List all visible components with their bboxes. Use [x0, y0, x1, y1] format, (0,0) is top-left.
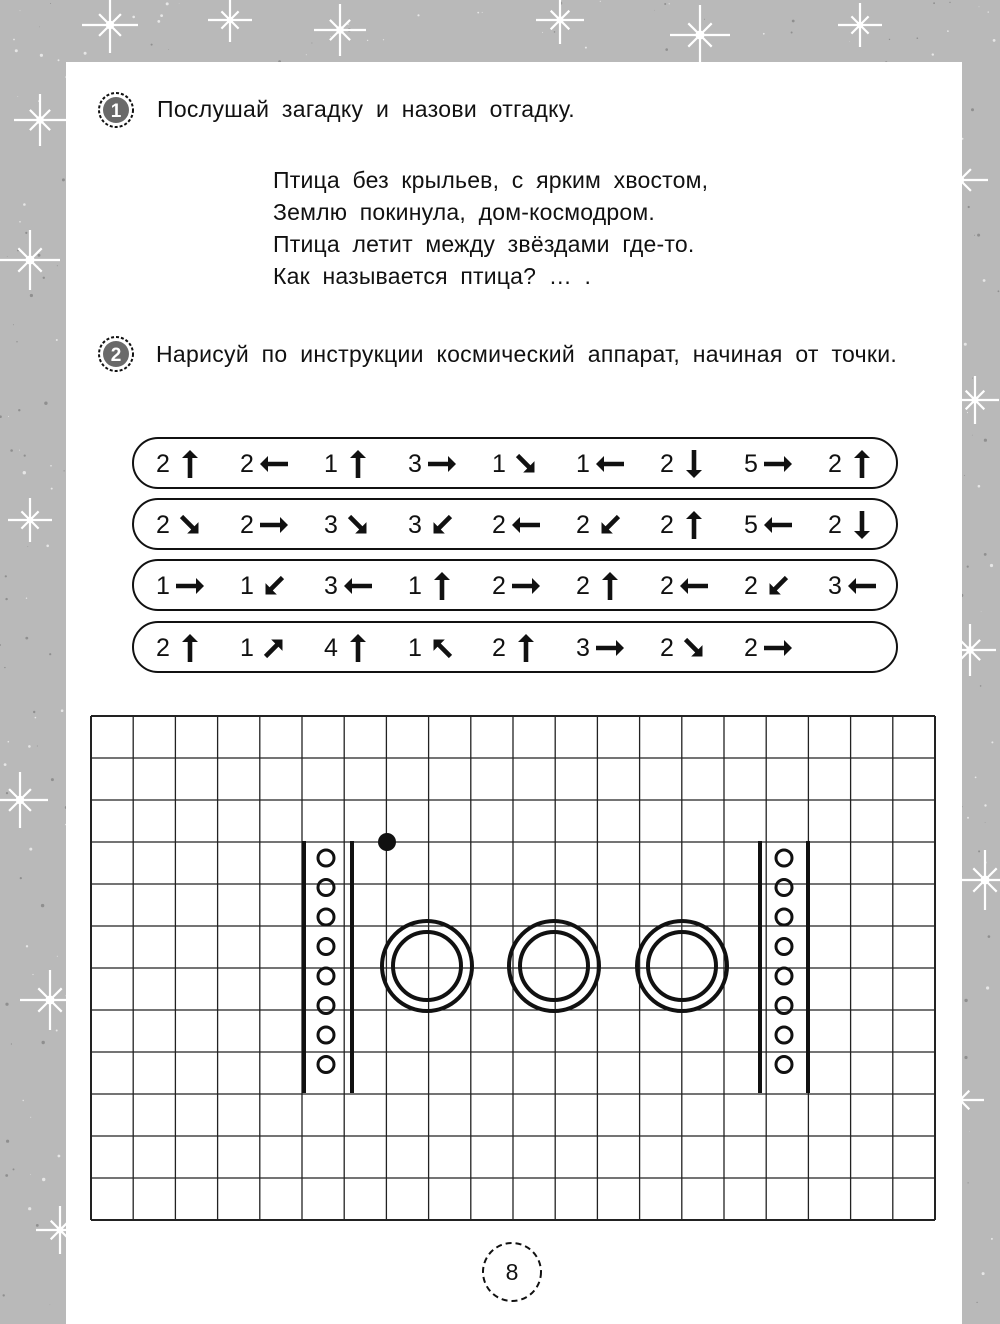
- instruction-step: [408, 630, 459, 666]
- arrow-up-right-icon: [257, 631, 291, 665]
- page-number: 8: [505, 1259, 519, 1285]
- hole-icon: [318, 1057, 334, 1073]
- step-count: 4: [324, 633, 338, 662]
- star-icon: [670, 5, 730, 65]
- instruction-step: [660, 446, 711, 482]
- riddle-line-3: Птица летит между звёздами где-то.: [273, 231, 695, 257]
- hole-icon: [318, 968, 334, 984]
- step-count: 2: [660, 510, 674, 539]
- instruction-step: [324, 507, 375, 543]
- task-2-number: 2: [110, 345, 122, 366]
- step-count: 3: [576, 633, 590, 662]
- task-1-number: 1: [110, 101, 122, 122]
- step-count: 2: [576, 571, 590, 600]
- riddle-line-4: Как называется птица? … .: [273, 263, 592, 289]
- instruction-step: [660, 630, 711, 666]
- arrow-up-icon: [173, 631, 207, 665]
- step-count: 1: [408, 571, 422, 600]
- arrow-right-icon: [173, 569, 207, 603]
- instruction-step: [156, 630, 207, 666]
- instruction-step: [156, 568, 207, 604]
- instruction-step: [744, 446, 795, 482]
- step-count: 1: [324, 449, 338, 478]
- instruction-step: [660, 568, 711, 604]
- star-icon: [0, 230, 60, 290]
- hole-icon: [776, 939, 792, 955]
- arrow-left-icon: [593, 447, 627, 481]
- instruction-step: [492, 446, 543, 482]
- hole-icon: [776, 968, 792, 984]
- step-count: 2: [660, 571, 674, 600]
- star-icon: [314, 4, 366, 56]
- arrow-up-icon: [509, 631, 543, 665]
- instruction-step: [828, 568, 879, 604]
- hole-icon: [318, 909, 334, 925]
- arrow-up-icon: [845, 447, 879, 481]
- arrow-left-icon: [509, 508, 543, 542]
- arrow-down-icon: [677, 447, 711, 481]
- task-1-badge: [98, 92, 134, 128]
- arrow-left-icon: [761, 508, 795, 542]
- arrow-right-icon: [257, 508, 291, 542]
- instruction-step: [576, 446, 627, 482]
- arrow-down-left-icon: [761, 569, 795, 603]
- instruction-step: [576, 568, 627, 604]
- arrow-right-icon: [761, 631, 795, 665]
- step-count: 2: [492, 633, 506, 662]
- instruction-step: [492, 630, 543, 666]
- step-count: 2: [744, 633, 758, 662]
- arrow-up-icon: [425, 569, 459, 603]
- instruction-step: [240, 568, 291, 604]
- arrow-down-right-icon: [173, 508, 207, 542]
- instruction-step: [408, 446, 459, 482]
- instruction-step: [744, 630, 795, 666]
- hole-icon: [776, 1057, 792, 1073]
- arrow-down-icon: [845, 508, 879, 542]
- step-count: 2: [660, 633, 674, 662]
- hole-icon: [776, 909, 792, 925]
- step-count: 2: [156, 633, 170, 662]
- arrow-down-right-icon: [341, 508, 375, 542]
- instruction-step: [324, 568, 375, 604]
- step-count: 1: [408, 633, 422, 662]
- step-count: 5: [744, 510, 758, 539]
- arrow-right-icon: [425, 447, 459, 481]
- instruction-step: [744, 568, 795, 604]
- instruction-step: [828, 446, 879, 482]
- step-count: 2: [492, 571, 506, 600]
- instruction-step: [492, 568, 543, 604]
- arrow-down-left-icon: [257, 569, 291, 603]
- step-count: 2: [492, 510, 506, 539]
- riddle-line-2: Землю покинула, дом-космодром.: [273, 199, 656, 225]
- step-count: 1: [492, 449, 506, 478]
- instruction-step: [660, 507, 711, 543]
- star-icon: [82, 0, 138, 53]
- hole-icon: [318, 1027, 334, 1043]
- arrow-up-icon: [341, 631, 375, 665]
- step-count: 2: [156, 510, 170, 539]
- step-count: 2: [828, 449, 842, 478]
- step-count: 2: [576, 510, 590, 539]
- task-2-text: Нарисуй по инструкции космический аппарат, начиная от точки.: [156, 341, 898, 367]
- step-count: 1: [240, 571, 254, 600]
- arrow-right-icon: [509, 569, 543, 603]
- porthole-1: [382, 921, 472, 1011]
- instruction-step: [828, 507, 879, 543]
- arrow-left-icon: [845, 569, 879, 603]
- arrow-up-left-icon: [425, 631, 459, 665]
- star-icon: [536, 0, 584, 44]
- instruction-step: [240, 630, 291, 666]
- instruction-step: [240, 446, 291, 482]
- arrow-up-icon: [593, 569, 627, 603]
- star-icon: [14, 94, 66, 146]
- arrow-left-icon: [257, 447, 291, 481]
- step-count: 3: [408, 510, 422, 539]
- instruction-step: [156, 507, 207, 543]
- arrow-left-icon: [341, 569, 375, 603]
- hole-icon: [776, 850, 792, 866]
- arrow-down-left-icon: [593, 508, 627, 542]
- page-number-badge: [480, 1240, 544, 1304]
- drawing-grid[interactable]: [90, 715, 936, 1221]
- instruction-step: [324, 446, 375, 482]
- hole-icon: [318, 998, 334, 1014]
- instruction-step: [492, 507, 543, 543]
- instruction-step: [744, 507, 795, 543]
- task-1-text: Послушай загадку и назови отгадку.: [157, 96, 575, 122]
- riddle-line-1: Птица без крыльев, с ярким хвостом,: [273, 167, 709, 193]
- instruction-step: [408, 507, 459, 543]
- arrow-left-icon: [677, 569, 711, 603]
- star-icon: [208, 0, 252, 42]
- hole-icon: [318, 880, 334, 896]
- instruction-step: [408, 568, 459, 604]
- step-count: 1: [576, 449, 590, 478]
- star-icon: [0, 772, 48, 828]
- step-count: 3: [324, 510, 338, 539]
- instruction-step: [324, 630, 375, 666]
- instruction-row-2: [132, 498, 898, 550]
- instruction-row-1: [132, 437, 898, 489]
- hole-icon: [318, 939, 334, 955]
- step-count: 2: [156, 449, 170, 478]
- step-count: 5: [744, 449, 758, 478]
- arrow-up-icon: [341, 447, 375, 481]
- task-2-badge: [98, 336, 134, 372]
- step-count: 2: [744, 571, 758, 600]
- arrow-up-icon: [173, 447, 207, 481]
- instruction-step: [156, 446, 207, 482]
- step-count: 3: [408, 449, 422, 478]
- start-dot: [378, 833, 396, 851]
- instruction-step: [576, 630, 627, 666]
- hole-icon: [318, 850, 334, 866]
- step-count: 1: [156, 571, 170, 600]
- hole-icon: [776, 1027, 792, 1043]
- porthole-2: [509, 921, 599, 1011]
- step-count: 3: [828, 571, 842, 600]
- arrow-down-right-icon: [677, 631, 711, 665]
- step-count: 2: [240, 510, 254, 539]
- riddle: [273, 164, 708, 292]
- hole-icon: [776, 880, 792, 896]
- instruction-step: [240, 507, 291, 543]
- hole-icon: [776, 998, 792, 1014]
- arrow-up-icon: [677, 508, 711, 542]
- instruction-row-4: [132, 621, 898, 673]
- step-count: 2: [660, 449, 674, 478]
- star-icon: [838, 3, 882, 47]
- arrow-right-icon: [593, 631, 627, 665]
- arrow-right-icon: [761, 447, 795, 481]
- step-count: 1: [240, 633, 254, 662]
- step-count: 2: [828, 510, 842, 539]
- step-count: 2: [240, 449, 254, 478]
- star-icon: [8, 498, 52, 542]
- instruction-row-3: [132, 559, 898, 611]
- instruction-step: [576, 507, 627, 543]
- arrow-down-left-icon: [425, 508, 459, 542]
- arrow-down-right-icon: [509, 447, 543, 481]
- step-count: 3: [324, 571, 338, 600]
